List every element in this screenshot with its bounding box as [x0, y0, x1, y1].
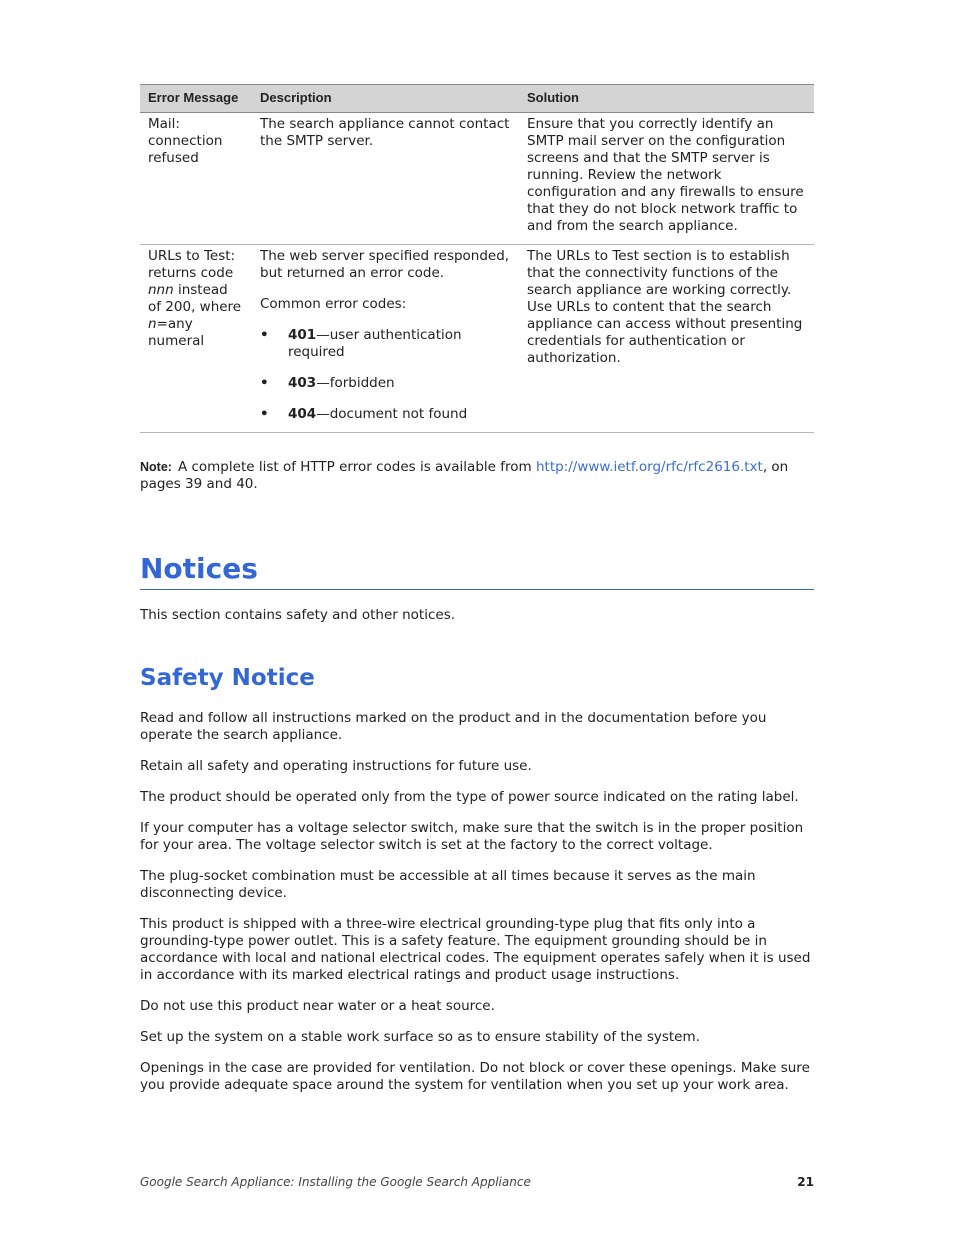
safety-paragraph: Retain all safety and operating instructions for future use.: [140, 758, 532, 774]
error-code-text: —document not found: [316, 406, 468, 422]
description-text: The web server specified responded, but returned an error code.: [260, 248, 510, 281]
safety-paragraph: Openings in the case are provided for ventilation. Do not block or cover these openings. Make sure you provide adequate space around the system for ventilation when you set up your work area.: [140, 1060, 810, 1093]
error-message-cell: Mail: connection refused: [148, 116, 223, 166]
error-code: 404: [288, 406, 317, 422]
header-description: Description: [252, 85, 519, 113]
table-row: [140, 113, 814, 245]
table-header-row: [140, 85, 814, 113]
note-label: Note:: [140, 460, 172, 474]
error-code: 403: [288, 375, 317, 391]
message-variable: nnn: [148, 282, 174, 298]
page-footer: [140, 1174, 814, 1191]
description-cell: [252, 245, 519, 433]
safety-paragraph: The product should be operated only from the type of power source indicated on the rating label.: [140, 789, 799, 805]
solution-cell: Ensure that you correctly identify an SMTP mail server on the configuration screens and that the SMTP server is running. Review the network configuration and any firewalls to ensure that they do not block network traffic to and from the search appliance.: [527, 116, 804, 234]
note-paragraph: [140, 459, 814, 493]
error-code-text: —forbidden: [316, 375, 395, 391]
description-text: Common error codes:: [260, 296, 407, 312]
list-item: [260, 375, 511, 392]
bullet-icon: •: [260, 327, 269, 343]
safety-paragraph: Read and follow all instructions marked on the product and in the documentation before you operate the search appliance.: [140, 710, 767, 743]
safety-paragraph: If your computer has a voltage selector switch, make sure that the switch is in the proper position for your area. The voltage selector switch is set at the factory to the correct voltage.: [140, 820, 804, 853]
header-error-message: Error Message: [140, 85, 252, 113]
rfc-link[interactable]: http://www.ietf.org/rfc/rfc2616.txt: [535, 459, 763, 475]
page-content: [140, 84, 814, 1094]
safety-paragraph: This product is shipped with a three-wire electrical grounding-type plug that fits only into a grounding-type power outlet. This is a safety feature. The equipment grounding should be in accordance with local and national electrical codes. The equipment operates safely when it is used in accordance with its marked electrical ratings and product usage instructions.: [140, 916, 811, 983]
note-text: , on pages 39 and 40.: [140, 459, 789, 492]
list-item: [260, 327, 511, 361]
error-table: [140, 84, 814, 433]
safety-notice-heading: Safety Notice: [140, 665, 315, 691]
error-message-cell: [140, 245, 252, 433]
note-text: A complete list of HTTP error codes is available from: [177, 459, 536, 475]
description-cell: The search appliance cannot contact the SMTP server.: [260, 116, 510, 149]
bullet-icon: •: [260, 375, 269, 391]
safety-paragraph: Set up the system on a stable work surface so as to ensure stability of the system.: [140, 1029, 700, 1045]
error-code-text: —user authentication required: [288, 327, 462, 360]
table-row: [140, 245, 814, 433]
solution-cell: The URLs to Test section is to establish that the connectivity functions of the search appliance are working correctly. Use URLs to content that the search appliance can access without presenting credentials for authentication or authorization.: [527, 248, 803, 366]
bullet-icon: •: [260, 406, 269, 422]
message-text: instead of 200, where: [148, 282, 242, 315]
error-code: 401: [288, 327, 317, 343]
header-solution: Solution: [519, 85, 814, 113]
page-number: 21: [797, 1175, 814, 1189]
message-text: =any numeral: [148, 316, 205, 349]
notices-heading: Notices: [140, 553, 814, 590]
safety-paragraph: Do not use this product near water or a heat source.: [140, 998, 495, 1014]
footer-title: Google Search Appliance: Installing the Google Search Appliance: [140, 1175, 531, 1189]
message-text: URLs to Test: returns code: [148, 248, 236, 281]
notices-intro: This section contains safety and other notices.: [140, 607, 456, 623]
safety-paragraph: The plug-socket combination must be accessible at all times because it serves as the main disconnecting device.: [140, 868, 756, 901]
message-variable: n: [148, 316, 157, 332]
list-item: [260, 406, 511, 423]
